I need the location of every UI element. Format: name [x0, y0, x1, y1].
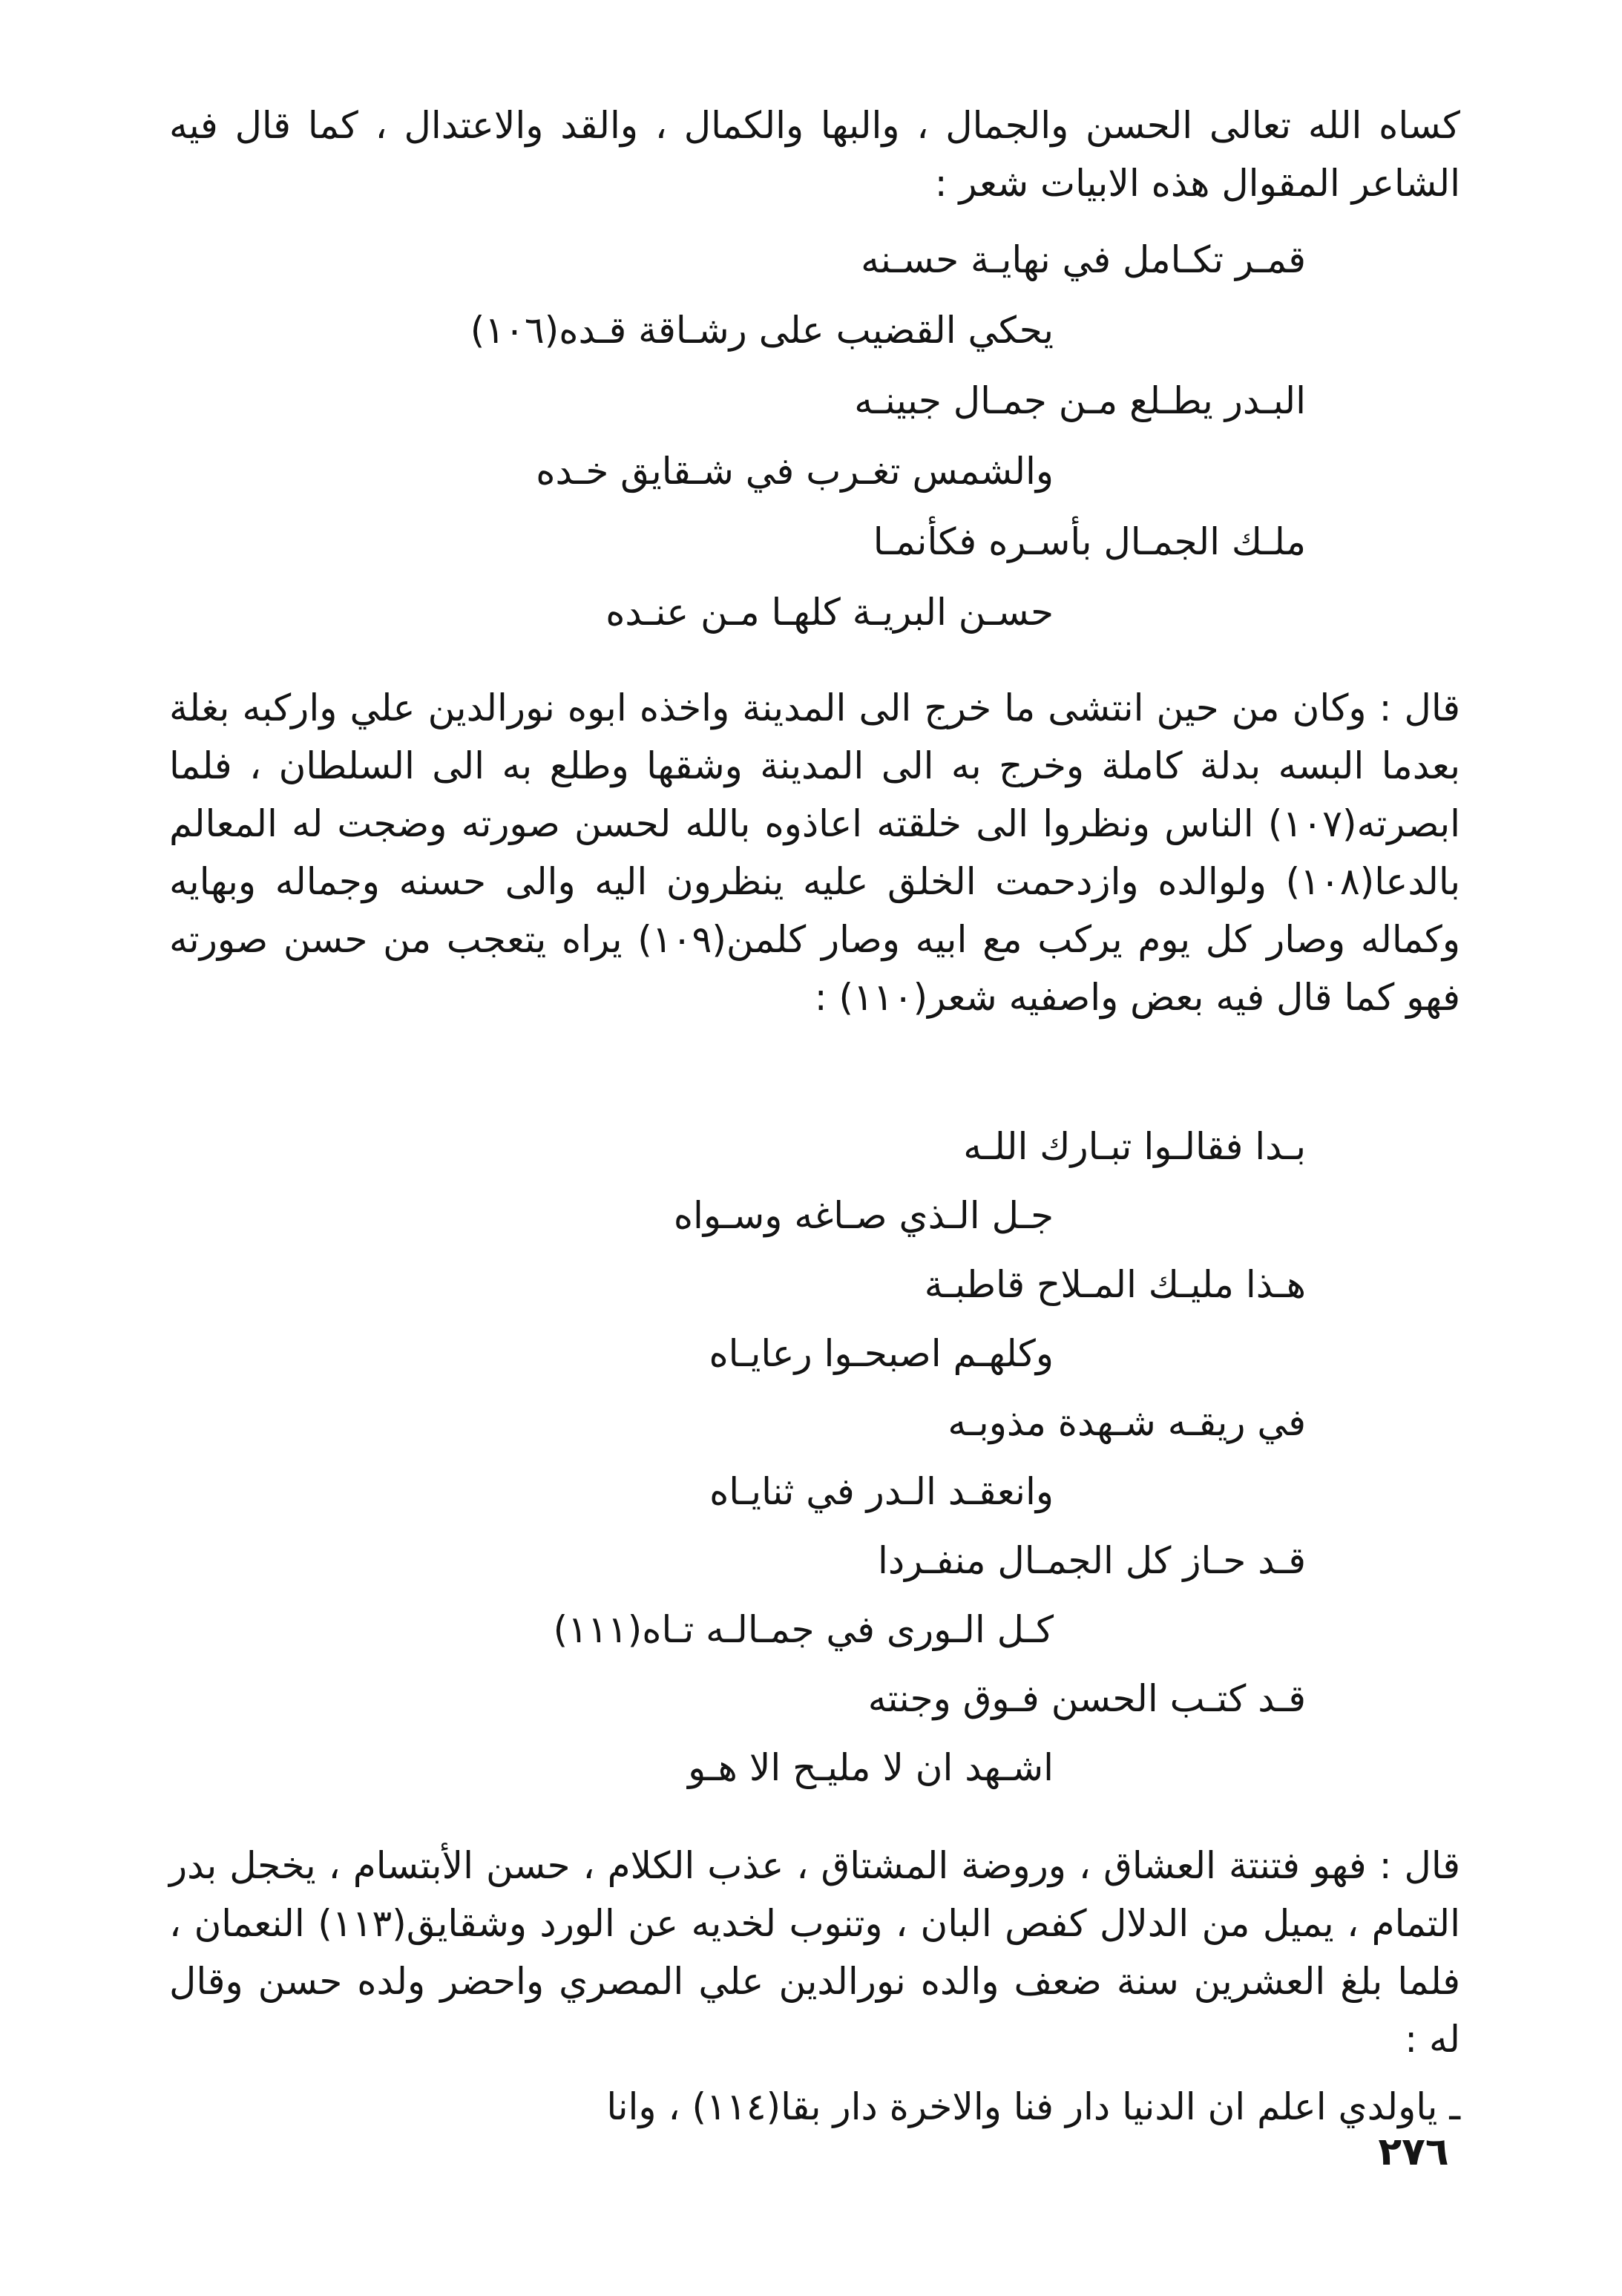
page-number: ٢٧٦ [1378, 2130, 1449, 2174]
poem-2-line-3: هـذا مليـك المـلاح قاطبـة [924, 1263, 1306, 1306]
poem-1-line-5: ملـك الجمـال بأسـره فكأنمـا [873, 520, 1306, 563]
poem-1 [148, 234, 1306, 649]
poem-1-line-4: والشمس تغـرب في شـقايق خـده [536, 450, 1054, 493]
paragraph-closing: قال : فهو فتنتة العشاق ، وروضة المشتاق ، عذب الكلام ، حسن الأبتسام ، يخجل بدر التمام ، يميل من الدلال كفص البان ، وتنوب لخديه عن الورد وشقايق(١١٣) النعمان ، فلما بلغ العشرين سنة ضعف والده نورالدين علي المصري واحضر ولده حسن وقال له : [169, 1844, 1460, 2061]
poem-2-line-9: قـد كتـب الحسن فـوق وجنته [867, 1677, 1306, 1720]
poem-2-line-4: وكلهـم اصبحـوا رعايـاه [709, 1332, 1054, 1375]
paragraph-narrative: قال : وكان من حين انتشى ما خرج الى المدينة واخذه ابوه نورالدين علي واركبه بغلة بعدما البسه بدلة كاملة وخرج به الى المدينة وشقها وطلع به الى السلطان ، فلما ابصرته(١٠٧) الناس ونظروا الى خلقته اعاذوه بالله لحسن صورته وضجت له المعالم بالدعا(١٠٨) ولوالده وازدحمت الخلق عليه ينظرون اليه والى حسنه وجماله وبهايه وكماله وصار كل يوم يركب مع ابيه وصار كلمن(١٠٩) يراه يتعجب من حسن صورته فهو كما قال فيه بعض واصفيه شعر(١١٠) : [169, 686, 1461, 1019]
poem-2-line-7: قـد حـاز كل الجمـال منفـردا [877, 1539, 1306, 1582]
poem-1-line-3: البـدر يطـلع مـن جمـال جبينـه [854, 379, 1306, 422]
poem-2-line-2: جـل الـذي صـاغه وسـواه [673, 1194, 1054, 1237]
poem-1-line-6: حسـن البريـة كلهـا مـن عنـده [605, 591, 1054, 634]
paragraph-intro: كساه الله تعالى الحسن والجمال ، والبها والكمال ، والقد والاعتدال ، كما قال فيه الشاعر المقوال هذه الابيات شعر : [169, 104, 1460, 205]
paragraph-dialogue: ـ ياولدي اعلم ان الدنيا دار فنا والاخرة دار بقا(١١٤) ، وانا [606, 2085, 1460, 2128]
poem-2-line-8: كـل الـورى في جمـالـه تـاه(١١١) [553, 1608, 1054, 1651]
poem-1-line-2: يحكي القضيب على رشـاقة قـده(١٠٦) [470, 309, 1054, 352]
poem-1-line-1: قمـر تكـامل في نهايـة حسـنه [861, 238, 1306, 281]
poem-2-line-1: بـدا فقالـوا تبـارك اللـه [963, 1125, 1306, 1168]
poem-2-line-5: في ريقـه شـهدة مذوبـه [948, 1401, 1306, 1444]
poem-2-line-10: اشـهد ان لا مليـح الا هـو [688, 1746, 1054, 1789]
poem-2 [148, 1121, 1306, 1818]
poem-2-line-6: وانعقـد الـدر في ثنايـاه [709, 1470, 1054, 1513]
